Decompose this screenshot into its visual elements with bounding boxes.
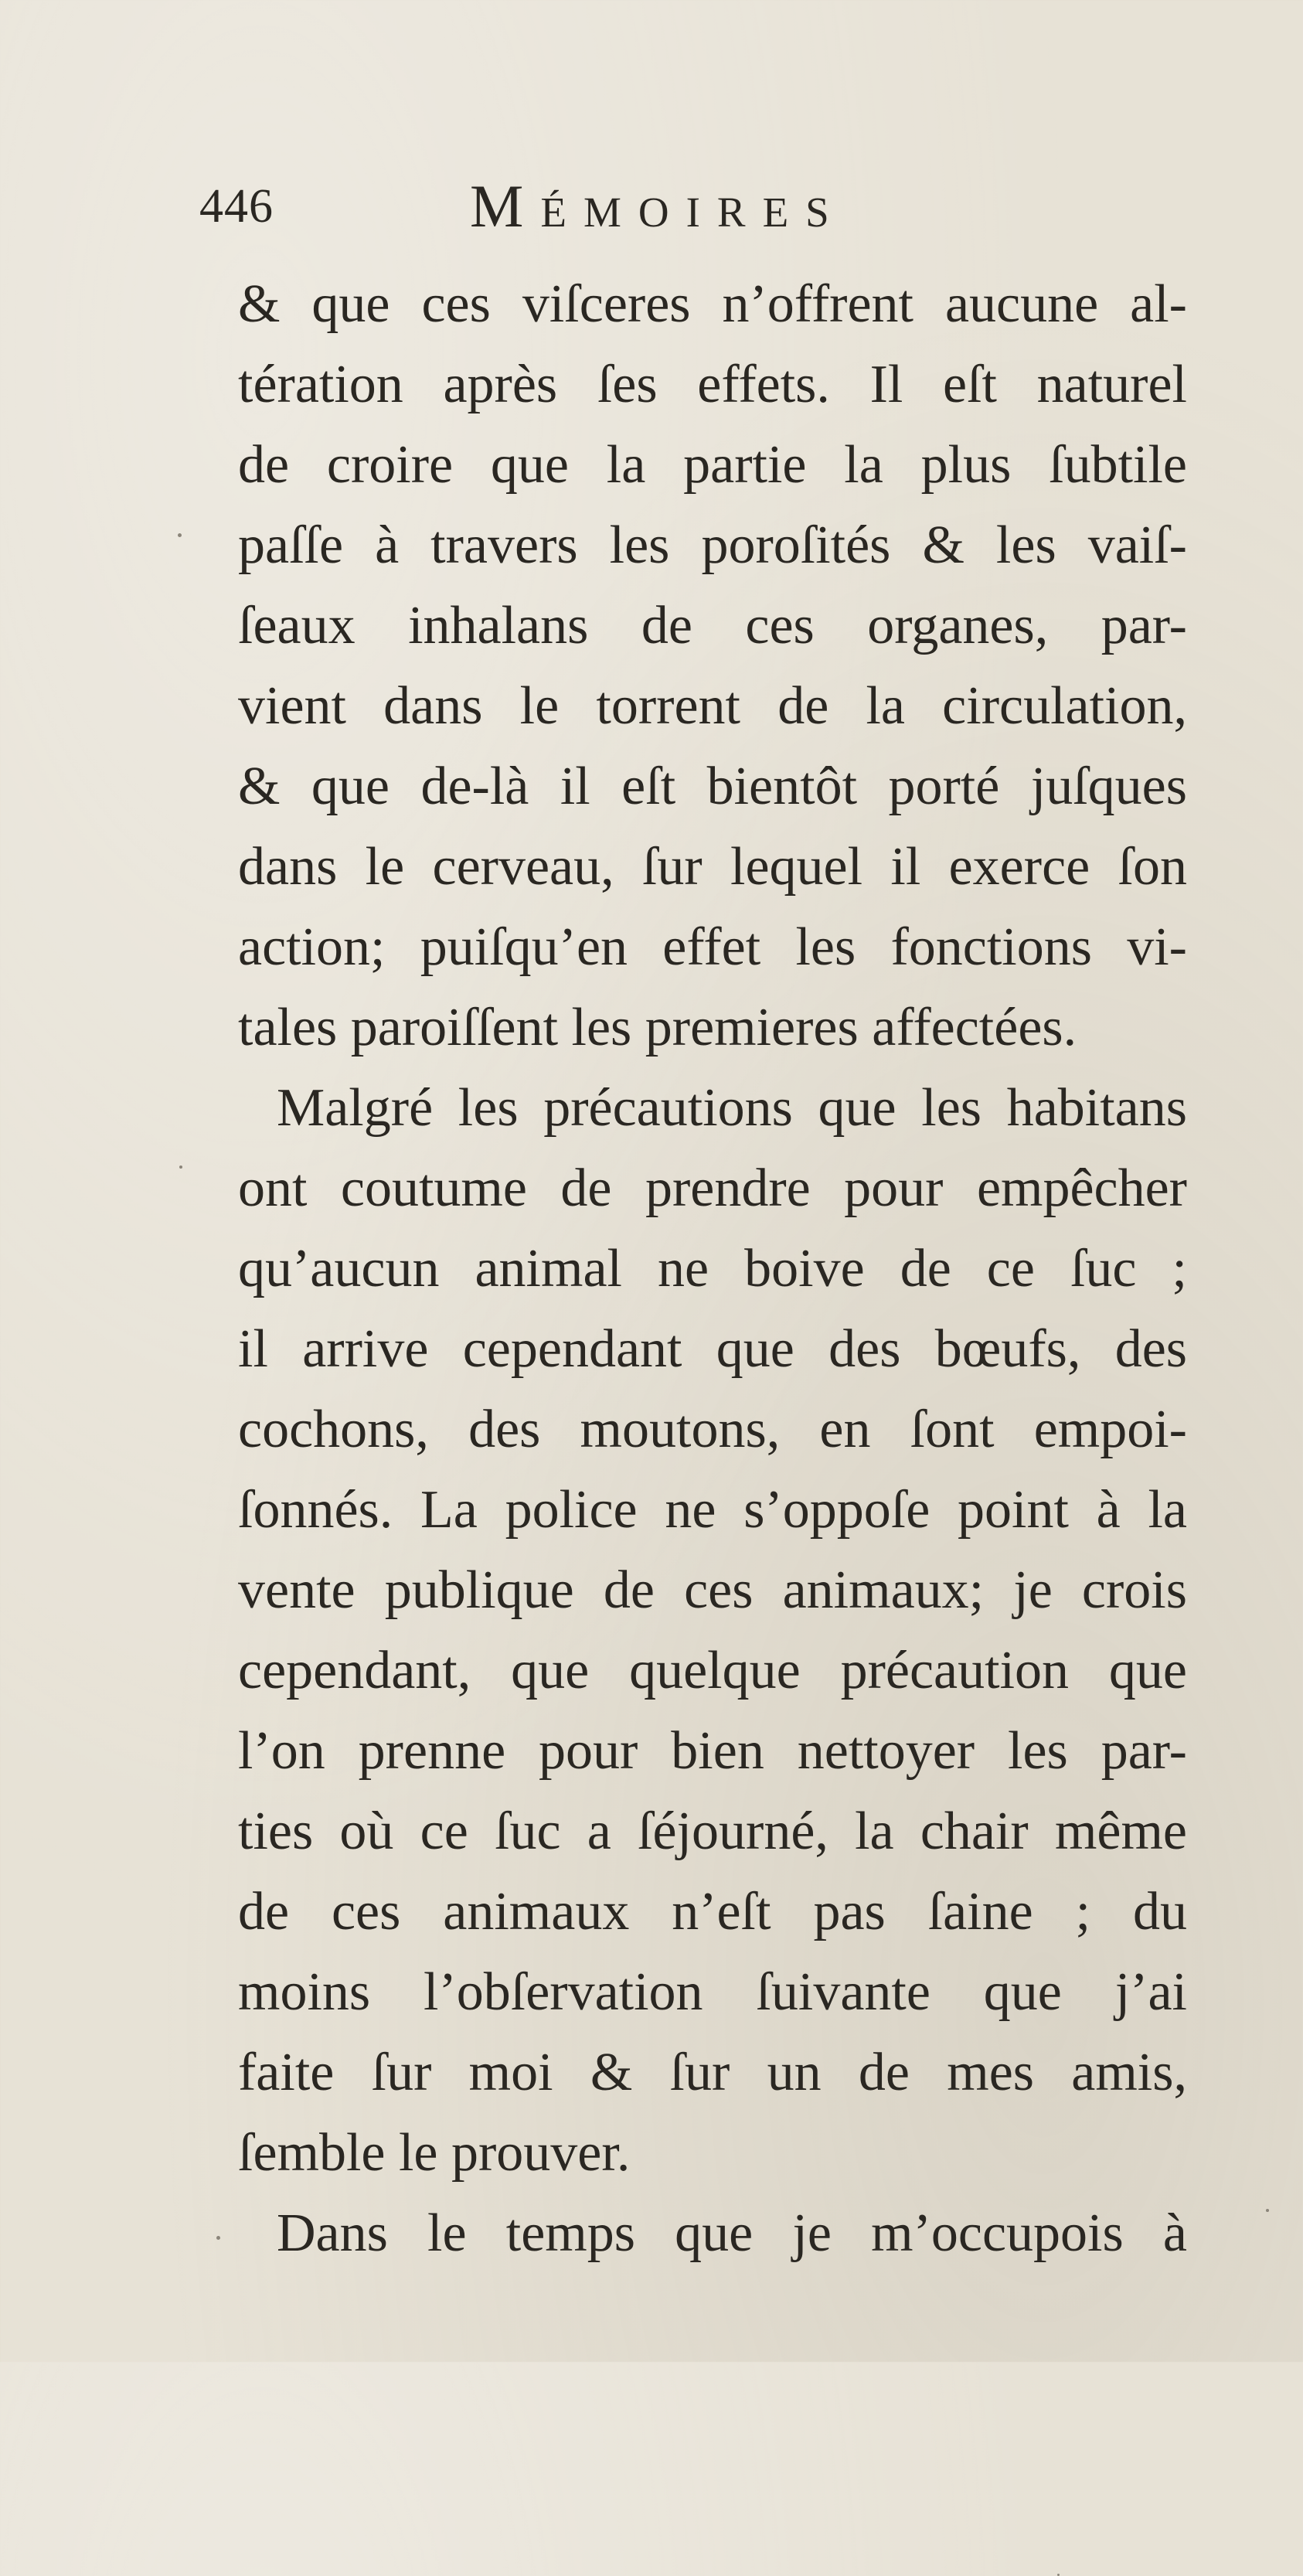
paragraph-start-line: Dans le temps que je m’occupois à xyxy=(277,2203,1187,2263)
text-line: action; puiſqu’en effet les fonctions vi- xyxy=(238,917,1187,977)
text-line: cochons, des moutons, en ſont empoi- xyxy=(238,1400,1187,1459)
paper-speck xyxy=(1266,2209,1269,2212)
page-header xyxy=(199,172,1204,241)
paper-speck xyxy=(178,533,182,537)
text-line: ont coutume de prendre pour empêcher xyxy=(238,1159,1187,1218)
text-line: de croire que la partie la plus ſubtile xyxy=(238,435,1187,495)
text-line: faite ſur moi & ſur un de mes amis, xyxy=(238,2043,1187,2102)
text-line: & que ces viſceres n’offrent aucune al- xyxy=(238,274,1187,334)
text-line: de ces animaux n’eſt pas ſaine ; du xyxy=(238,1882,1187,1941)
text-line: & que de-là il eſt bientôt porté juſques xyxy=(238,757,1187,816)
text-line: ſonnés. La police ne s’oppoſe point à la xyxy=(238,1480,1187,1540)
text-line: dans le cerveau, ſur lequel il exerce ſon xyxy=(238,837,1187,897)
body-text xyxy=(238,264,1187,2274)
text-line: qu’aucun animal ne boive de ce ſuc ; xyxy=(238,1239,1187,1298)
paper-speck xyxy=(216,2236,220,2240)
text-line: vient dans le torrent de la circulation, xyxy=(238,676,1187,736)
text-line: moins l’obſervation ſuivante que j’ai xyxy=(238,1962,1187,2022)
page-number: 446 xyxy=(199,180,274,233)
paragraph-start-line: Malgré les précautions que les habitans xyxy=(277,1078,1187,1138)
text-line: paſſe à travers les poroſités & les vaiſ- xyxy=(238,516,1187,575)
text-line: ties où ce ſuc a ſéjourné, la chair même xyxy=(238,1802,1187,1861)
text-line: il arrive cependant que des bœufs, des xyxy=(238,1319,1187,1379)
text-line: vente publique de ces animaux; je crois xyxy=(238,1560,1187,1620)
text-line: cependant, que quelque précaution que xyxy=(238,1641,1187,1700)
text-line: ſemble le prouver. xyxy=(238,2123,631,2183)
text-line: tération après ſes effets. Il eſt naturel xyxy=(238,355,1187,414)
text-line: ſeaux inhalans de ces organes, par- xyxy=(238,596,1187,655)
text-line: l’on prenne pour bien nettoyer les par- xyxy=(238,1721,1187,1781)
paper-speck xyxy=(179,1165,182,1169)
text-line: tales paroiſſent les premieres affectées. xyxy=(238,998,1077,1057)
running-head: Mémoires xyxy=(470,172,846,240)
